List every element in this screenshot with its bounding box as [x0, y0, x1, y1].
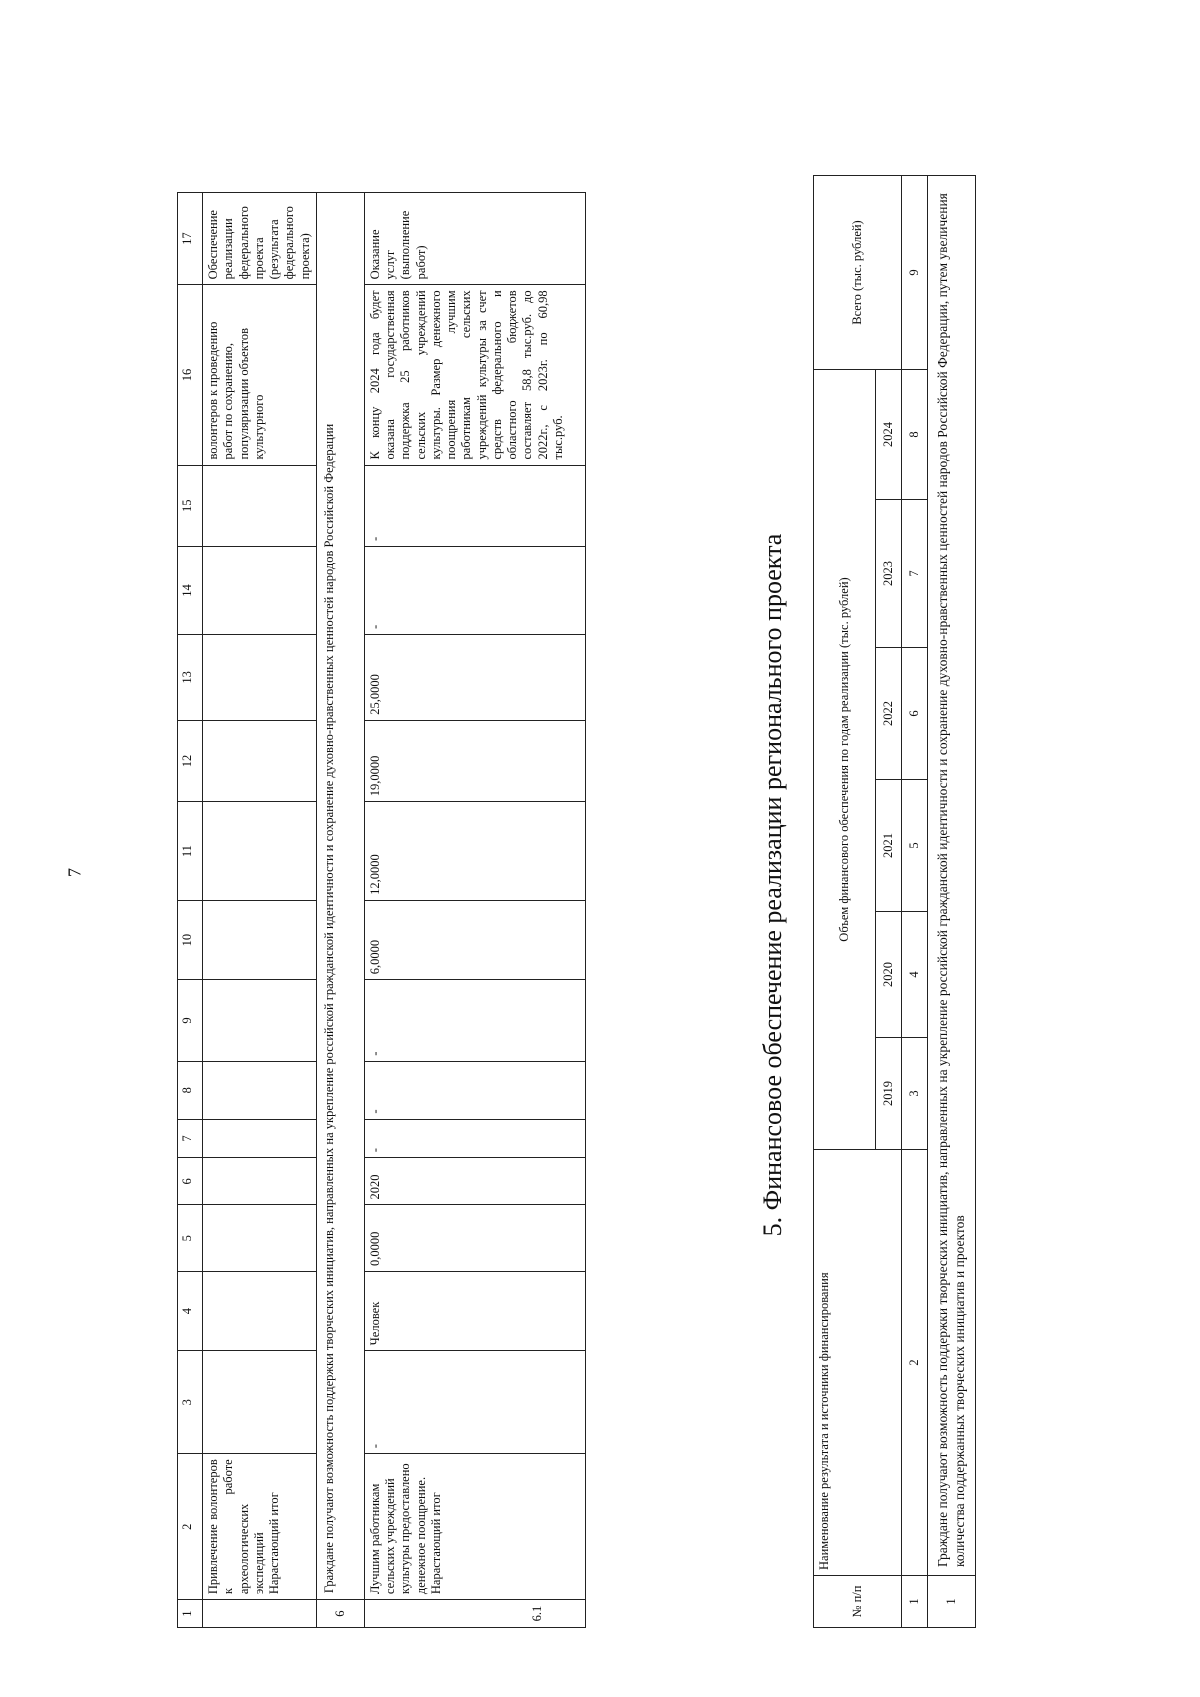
- year-cell: 2023: [876, 500, 902, 648]
- row-number: 1: [928, 1576, 976, 1628]
- cell: [203, 900, 317, 979]
- page-number: 7: [64, 868, 85, 877]
- year-cell: 2021: [876, 780, 902, 912]
- section-number: 6: [316, 1600, 364, 1628]
- header-num: № п/п: [814, 1576, 902, 1628]
- table-row-volunteers: [203, 193, 317, 1628]
- year-cell: 2020: [876, 912, 902, 1038]
- col-number: 9: [902, 176, 928, 370]
- row-number: 6.1: [364, 1600, 585, 1628]
- cell: [203, 802, 317, 901]
- col-number: 3: [178, 1351, 203, 1454]
- cell: -: [364, 1061, 585, 1119]
- value-cell: 12,0000: [364, 802, 585, 901]
- col-number: 1: [902, 1576, 928, 1628]
- col-number: 2: [178, 1454, 203, 1600]
- cell: [203, 1600, 317, 1628]
- col-number: 2: [902, 1150, 928, 1576]
- cell: -: [364, 1351, 585, 1454]
- col-number: 10: [178, 900, 203, 979]
- cell: -: [364, 1119, 585, 1158]
- col-number: 5: [902, 780, 928, 912]
- col-number: 1: [178, 1600, 203, 1628]
- unit-cell: Человек: [364, 1271, 585, 1350]
- cell: -: [364, 980, 585, 1062]
- cell: [203, 547, 317, 635]
- result-name-cell: Лучшим работникам сельских учреждений культуры предоставлено денежное поощрение. Нарастающий итог: [364, 1454, 585, 1600]
- cell: [203, 720, 317, 802]
- col-number: 13: [178, 634, 203, 720]
- col-number: 11: [178, 802, 203, 901]
- cell: [203, 1351, 317, 1454]
- header-name: Наименование результата и источники финансирования: [814, 1150, 902, 1576]
- header-row-1: [814, 176, 876, 1628]
- cell: [203, 1061, 317, 1119]
- description-cell: волонтеров к проведению работ по сохранению, популяризации объектов культурного: [203, 285, 317, 465]
- col-number: 3: [902, 1038, 928, 1150]
- col-number: 7: [902, 500, 928, 648]
- value-cell: 25,0000: [364, 634, 585, 720]
- col-number: 16: [178, 285, 203, 465]
- col-number: 14: [178, 547, 203, 635]
- column-number-row: [902, 176, 928, 1628]
- col-number: 4: [178, 1271, 203, 1350]
- result-type-cell: Обеспечение реализации федерального проекта (результата федерального проекта): [203, 193, 317, 285]
- cell: [203, 1158, 317, 1205]
- result-type-cell: Оказание услуг (выполнение работ): [364, 193, 585, 285]
- base-value-cell: 0,0000: [364, 1205, 585, 1271]
- description-cell: К концу 2024 года будет оказана государственная поддержка 25 работников сельских учреждений культуры. Размер денежного поощрения лучшим работникам сельских учреждений культуры за счет средств федерального и областного бюджетов составляет 58,8 тыс.руб. до 2022г., с 2023г. по 60,98 тыс.руб.: [364, 285, 585, 465]
- cell: [203, 1271, 317, 1350]
- value-cell: 6,0000: [364, 900, 585, 979]
- cell: -: [364, 547, 585, 635]
- col-number: 8: [902, 370, 928, 500]
- year-cell: 2019: [876, 1038, 902, 1150]
- col-number: 6: [178, 1158, 203, 1205]
- col-number: 15: [178, 465, 203, 547]
- col-number: 17: [178, 193, 203, 285]
- financing-table: [813, 175, 976, 1628]
- cell: -: [364, 465, 585, 547]
- column-number-row: [178, 193, 203, 1628]
- section-text: Граждане получают возможность поддержки творческих инициатив, направленных на укрепление российской гражданской идентичности и сохранение духовно-нравственных ценностей народов Российской Федерации: [316, 193, 364, 1600]
- rotated-landscape-page: [130, 120, 1130, 1650]
- col-number: 4: [902, 912, 928, 1038]
- section-row-6: [316, 193, 364, 1628]
- col-number: 9: [178, 980, 203, 1062]
- section-title: 5. Финансовое обеспечение реализации регионального проекта: [758, 533, 787, 1237]
- result-name-cell: Привлечение волонтеров к работе археологических экспедиций Нарастающий итог: [203, 1454, 317, 1600]
- col-number: 6: [902, 648, 928, 780]
- value-cell: 19,0000: [364, 720, 585, 802]
- header-total: Всего (тыс. рублей): [814, 176, 902, 370]
- col-number: 8: [178, 1061, 203, 1119]
- col-number: 7: [178, 1119, 203, 1158]
- col-number: 12: [178, 720, 203, 802]
- base-year-cell: 2020: [364, 1158, 585, 1205]
- indicators-table: [177, 192, 586, 1628]
- col-number: 5: [178, 1205, 203, 1271]
- year-cell: 2022: [876, 648, 902, 780]
- table-row-1: [928, 176, 976, 1628]
- cell: [203, 1119, 317, 1158]
- cell: [203, 980, 317, 1062]
- cell: [203, 465, 317, 547]
- year-cell: 2024: [876, 370, 902, 500]
- cell: [203, 634, 317, 720]
- result-text: Граждане получают возможность поддержки творческих инициатив, направленных на укрепление российской гражданской идентичности и сохранение духовно-нравственных ценностей народов Российской Федерации, путем увеличения количества поддержанных творческих инициатив и проектов: [928, 176, 976, 1576]
- cell: [203, 1205, 317, 1271]
- header-volume: Объем финансового обеспечения по годам реализации (тыс. рублей): [814, 370, 876, 1150]
- table-row-6-1: [364, 193, 585, 1628]
